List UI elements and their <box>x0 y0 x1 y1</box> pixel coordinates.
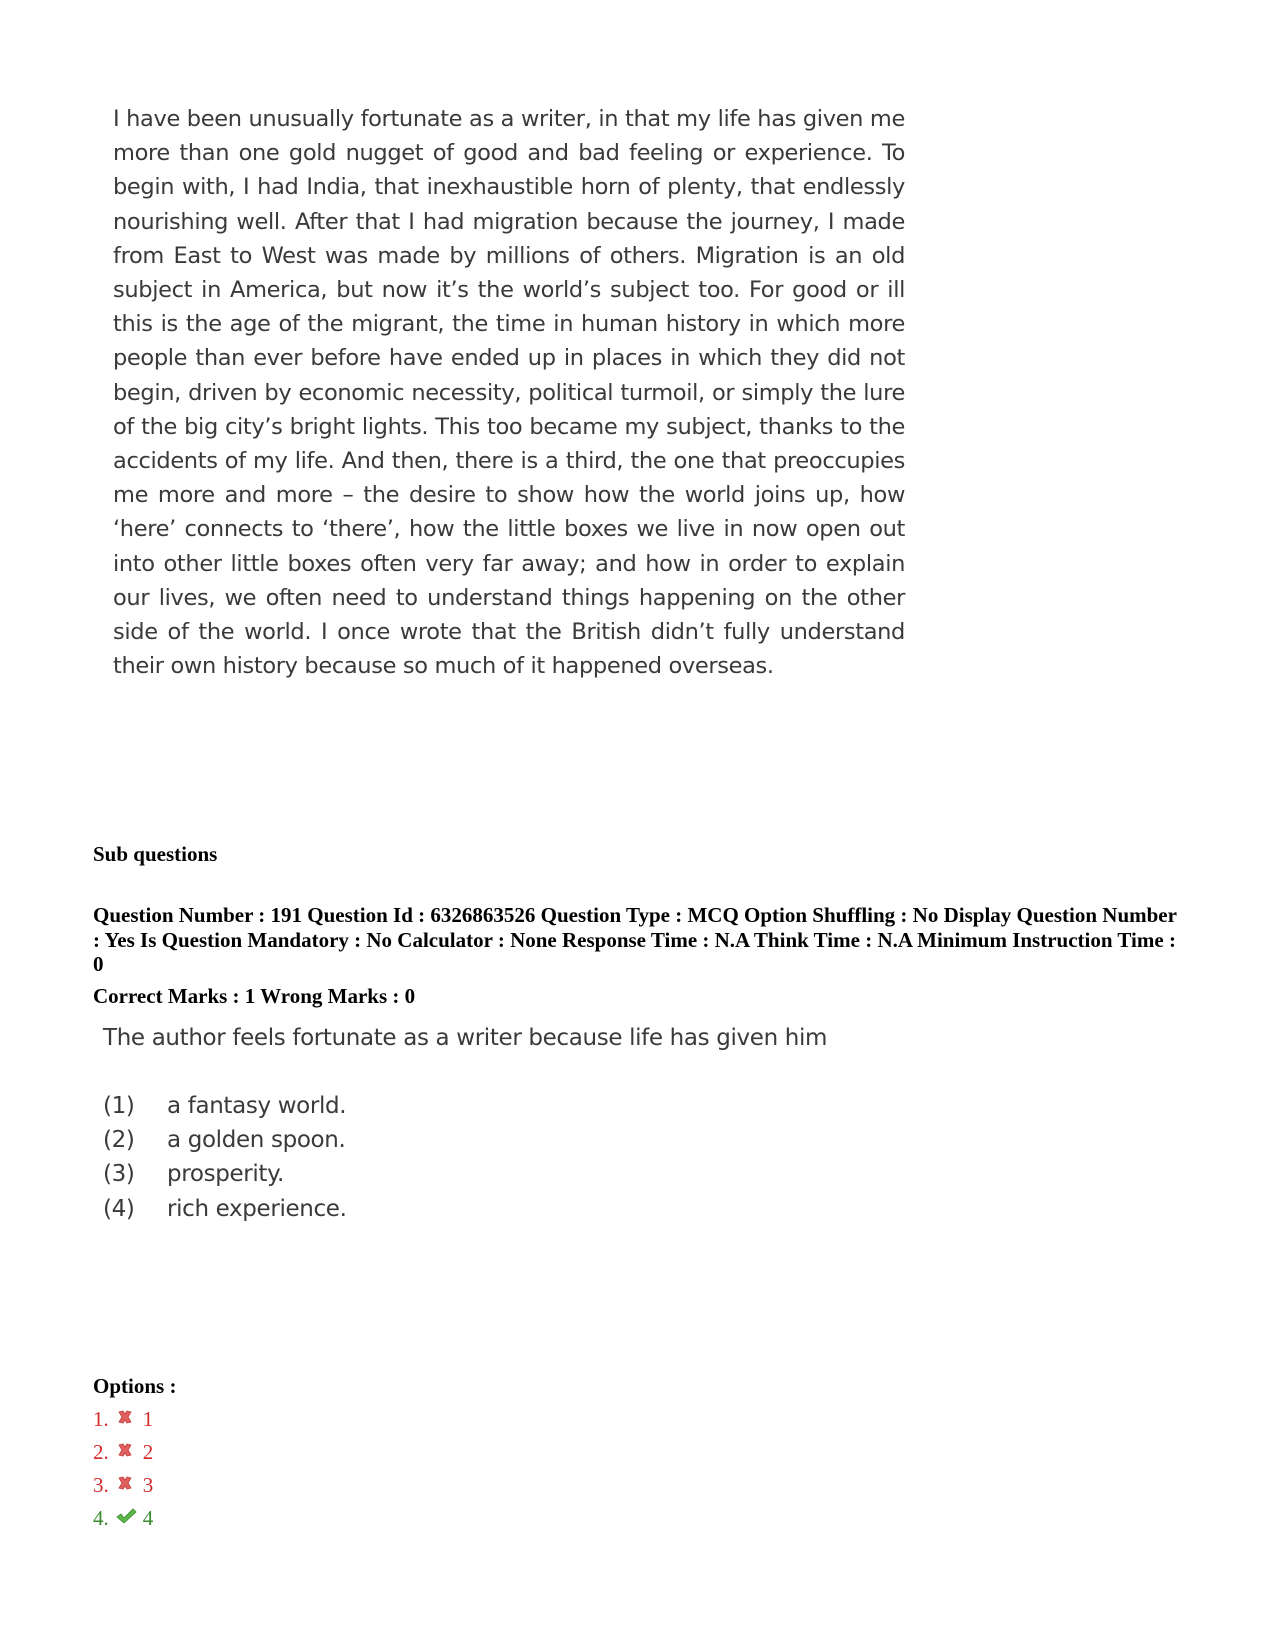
option-value: 2 <box>142 1440 154 1464</box>
option-item <box>93 1469 153 1502</box>
choice-item <box>103 1157 347 1191</box>
option-index: 4. <box>93 1506 109 1530</box>
choice-text: rich experience. <box>167 1195 347 1222</box>
choice-item <box>103 1089 347 1123</box>
option-value: 3 <box>142 1473 154 1497</box>
option-item <box>93 1403 153 1436</box>
choice-text: a golden spoon. <box>167 1127 346 1154</box>
cross-icon <box>115 1440 135 1460</box>
choice-text: a fantasy world. <box>167 1093 347 1119</box>
choice-number: (1) <box>103 1093 135 1119</box>
question-stem: The author feels fortunate as a writer because life has given him <box>103 1025 828 1051</box>
choice-number: (3) <box>103 1161 135 1188</box>
passage <box>113 102 905 683</box>
cross-icon <box>115 1473 135 1493</box>
choice-list <box>103 1089 347 1226</box>
question-meta: Question Number : 191 Question Id : 6326863526 Question Type : MCQ Option Shuffling : No Display Question Number : Yes Is Question Mandatory : No Calculator : None Response Time : N.A Think Time : N.A Minimum Instruction Time : 0 <box>93 903 1177 976</box>
options-heading: Options : <box>93 1374 177 1398</box>
choice-number: (2) <box>103 1127 135 1154</box>
sub-questions-heading: Sub questions <box>93 842 218 866</box>
option-index: 3. <box>93 1473 109 1497</box>
option-value: 1 <box>142 1407 154 1431</box>
option-index: 1. <box>93 1407 109 1431</box>
option-value: 4 <box>142 1506 154 1530</box>
option-item <box>93 1436 153 1469</box>
passage-text: I have been unusually fortunate as a writer, in that my life has given me more than one gold nugget of good and bad feeling or experience. To begin with, I had India, that inexhaustible horn of plenty, that endlessly nourishing well. After that I had migration because the journey, I made from East to West was made by millions of others. Migration is an old subject in America, but now it’s the world’s subject too. For good or ill this is the age of the migrant, the time in human history in which more people than ever before have ended up in places in which they did not begin, driven by economic necessity, political turmoil, or simply the lure of the big city’s bright lights. This too became my subject, thanks to the accidents of my life. And then, there is a third, the one that preoccupies me more and more – the desire to show how the world joins up, how ‘here’ connects to ‘there’, how the little boxes we live in now open out into other little boxes often very far away; and how in order to explain our lives, we often need to understand things happening on the other side of the world. I once wrote that the British didn’t fully understand their own history because so much of it happened overseas. <box>113 106 905 680</box>
choice-text: prosperity. <box>167 1161 285 1188</box>
question-marks: Correct Marks : 1 Wrong Marks : 0 <box>93 984 416 1008</box>
choice-item <box>103 1192 347 1226</box>
options-list <box>93 1403 153 1535</box>
choice-item <box>103 1123 347 1157</box>
cross-icon <box>115 1407 135 1427</box>
option-index: 2. <box>93 1440 109 1464</box>
check-icon <box>115 1506 135 1526</box>
option-item <box>93 1502 153 1535</box>
choice-number: (4) <box>103 1195 135 1222</box>
